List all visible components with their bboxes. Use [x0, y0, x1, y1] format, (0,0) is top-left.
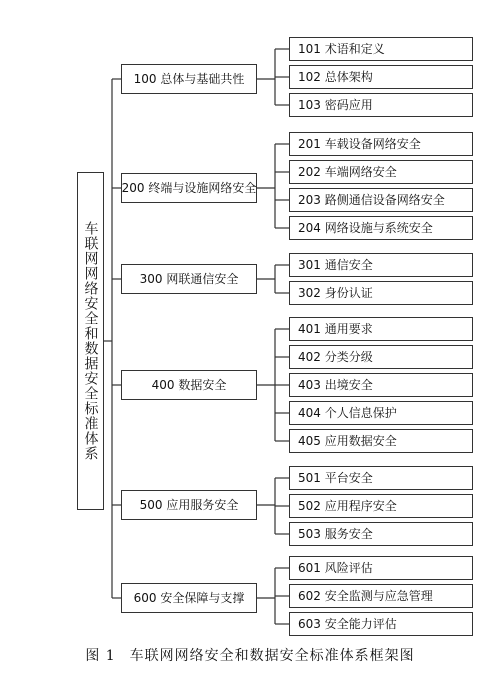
- item-box-102: [289, 65, 473, 89]
- group-box-400: [121, 370, 257, 400]
- item-label: 201 车载设备网络安全: [298, 137, 421, 151]
- item-label: 101 术语和定义: [298, 42, 385, 56]
- item-box-401: [289, 317, 473, 341]
- item-label: 603 安全能力评估: [298, 617, 397, 631]
- item-box-203: [289, 188, 473, 212]
- item-box-301: [289, 253, 473, 277]
- item-box-404: [289, 401, 473, 425]
- figure-number: 图 1: [85, 648, 116, 664]
- item-label: 404 个人信息保护: [298, 406, 397, 420]
- item-label: 601 风险评估: [298, 561, 373, 575]
- item-box-603: [289, 612, 473, 636]
- item-label: 501 平台安全: [298, 471, 373, 485]
- figure-caption: [0, 645, 500, 665]
- root-label: 车联网网络安全和数据安全标准体系: [82, 221, 99, 461]
- group-label: 300 网联通信安全: [139, 272, 239, 286]
- group-box-300: [121, 264, 257, 294]
- item-label: 502 应用程序安全: [298, 499, 397, 513]
- item-label: 202 车端网络安全: [298, 165, 397, 179]
- item-box-503: [289, 522, 473, 546]
- item-label: 503 服务安全: [298, 527, 373, 541]
- item-label: 102 总体架构: [298, 70, 373, 84]
- group-label: 500 应用服务安全: [139, 498, 239, 512]
- item-box-602: [289, 584, 473, 608]
- item-box-501: [289, 466, 473, 490]
- figure-title: 车联网网络安全和数据安全标准体系框架图: [129, 648, 415, 664]
- item-box-402: [289, 345, 473, 369]
- group-label: 100 总体与基础共性: [133, 72, 245, 86]
- item-label: 403 出境安全: [298, 378, 373, 392]
- item-box-202: [289, 160, 473, 184]
- group-box-600: [121, 583, 257, 613]
- item-label: 204 网络设施与系统安全: [298, 221, 433, 235]
- item-box-103: [289, 93, 473, 117]
- item-box-601: [289, 556, 473, 580]
- item-label: 103 密码应用: [298, 98, 373, 112]
- group-box-200: [121, 173, 257, 203]
- item-box-101: [289, 37, 473, 61]
- item-label: 602 安全监测与应急管理: [298, 589, 433, 603]
- item-label: 203 路侧通信设备网络安全: [298, 193, 445, 207]
- item-label: 301 通信安全: [298, 258, 373, 272]
- item-label: 402 分类分级: [298, 350, 373, 364]
- group-box-100: [121, 64, 257, 94]
- item-box-201: [289, 132, 473, 156]
- item-box-502: [289, 494, 473, 518]
- group-label: 400 数据安全: [151, 378, 227, 392]
- item-box-403: [289, 373, 473, 397]
- item-label: 401 通用要求: [298, 322, 373, 336]
- item-box-405: [289, 429, 473, 453]
- item-label: 302 身份认证: [298, 286, 373, 300]
- group-label: 200 终端与设施网络安全: [121, 181, 257, 195]
- item-label: 405 应用数据安全: [298, 434, 397, 448]
- group-label: 600 安全保障与支撑: [133, 591, 245, 605]
- group-box-500: [121, 490, 257, 520]
- root-box-standard-system: [77, 172, 104, 510]
- item-box-302: [289, 281, 473, 305]
- item-box-204: [289, 216, 473, 240]
